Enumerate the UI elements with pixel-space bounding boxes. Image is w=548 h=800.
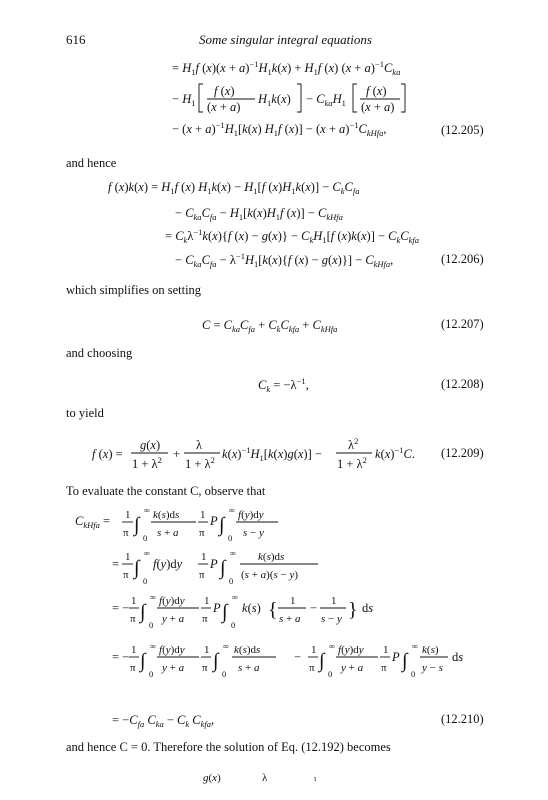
svg-text:g(x): g(x) xyxy=(203,772,221,784)
svg-text:=: = xyxy=(112,557,120,571)
svg-text:f (x)k(x) = H1f (x) H1k(x) − H: f $(x)k(x) = H_1f$ (x) $H_1k(x) - H_1[f$ $(x)H_1k(x)] - C_kC_{fa}$ xyxy=(108,180,360,196)
svg-text:∫: ∫ xyxy=(213,650,219,672)
running-title: Some singular integral equations xyxy=(199,32,372,47)
svg-text:1: 1 xyxy=(383,644,389,656)
svg-text:∫: ∫ xyxy=(219,514,225,536)
svg-text:f (x) =: f (x) = xyxy=(92,447,123,461)
svg-text:1: 1 xyxy=(204,644,210,656)
svg-text:π: π xyxy=(199,527,205,539)
svg-text:{: { xyxy=(268,599,278,621)
svg-text:π: π xyxy=(199,569,205,581)
svg-text:1 + λ2: $1 + \lambda^2$ xyxy=(337,455,367,471)
svg-text:(x + a): (x + a) xyxy=(207,100,241,114)
svg-text:1: 1 xyxy=(125,551,131,563)
equation-12-208 xyxy=(258,376,309,394)
svg-text:∞: ∞ xyxy=(223,641,230,651)
svg-text:y + a: y + a xyxy=(341,662,364,674)
svg-text:∞: ∞ xyxy=(144,505,151,515)
equation-12-207 xyxy=(202,318,337,334)
svg-text:0: 0 xyxy=(149,669,154,679)
svg-text:∫: ∫ xyxy=(402,650,408,672)
svg-text:∫: ∫ xyxy=(220,557,226,579)
svg-text:C = CkaCfa + CkCkfa + CkHfa: $C = C_{ka}C_{fa} + C_kC_{kfa} + C_{kHfa}$ xyxy=(202,318,338,334)
text-and-hence: and hence xyxy=(66,156,117,170)
svg-text:+: + xyxy=(173,447,181,461)
svg-text:ds: ds xyxy=(452,650,464,664)
svg-text:∫: ∫ xyxy=(134,514,140,536)
svg-text:1: 1 xyxy=(290,595,296,607)
svg-text:π: π xyxy=(309,662,315,674)
text-evaluate-constant: To evaluate the constant C, observe that xyxy=(66,484,266,498)
equation-number-12-206: (12.206) xyxy=(441,252,484,266)
svg-text:1: 1 xyxy=(331,595,337,607)
svg-text:∞: ∞ xyxy=(144,548,151,558)
svg-text:−: − xyxy=(310,601,318,615)
svg-text:∞: ∞ xyxy=(150,641,157,651)
equation-12-210-line-2 xyxy=(112,548,318,586)
svg-text:k(x)−1H1[k(x)g(x)] −: $k(x)^{-1}H_1[k(x)g(x)]$ − xyxy=(222,445,322,463)
svg-text:∫: ∫ xyxy=(140,650,146,672)
svg-text:∫: ∫ xyxy=(222,601,228,623)
svg-text:∞: ∞ xyxy=(230,548,237,558)
equation-12-205-line-3 xyxy=(172,120,387,138)
svg-text:∞: ∞ xyxy=(412,641,419,651)
svg-text:π: π xyxy=(130,613,136,625)
equation-number-12-210: (12.210) xyxy=(441,712,484,726)
svg-text:− H1: − $H_1$ xyxy=(172,92,196,108)
svg-text:k(x)−1C.: $k(x)^{-1}C$. xyxy=(375,445,415,461)
equation-12-205-line-1 xyxy=(172,59,400,77)
text-simplifies-on-setting: which simplifies on setting xyxy=(66,283,202,297)
svg-text:k(s)ds: k(s)ds xyxy=(258,551,285,563)
svg-text:π: π xyxy=(381,662,387,674)
svg-text:0: 0 xyxy=(231,620,236,630)
equation-12-206-line-2 xyxy=(175,206,343,222)
svg-text:− CkaCfa − λ−1H1[k(x){f (x) −: − $C_{ka}C_{fa} - \lambda^{-1}H_1[k(x)\{f$ $(x) - g(x)\}] - C_{kHfa}$, xyxy=(175,251,394,269)
svg-text:−: − xyxy=(294,650,302,664)
svg-text:π: π xyxy=(130,662,136,674)
svg-text:λ: λ xyxy=(196,438,203,452)
svg-text:= −: = − xyxy=(112,650,130,664)
cutoff-equation-fragment xyxy=(203,772,317,784)
svg-text:CkHfa =: $C_{kHfa}$ = xyxy=(75,514,111,530)
svg-text:π: π xyxy=(202,662,208,674)
svg-text:P: P xyxy=(213,601,221,615)
svg-text:f(y)dy: f(y)dy xyxy=(153,557,183,571)
svg-text:∞: ∞ xyxy=(232,592,239,602)
equation-number-12-209: (12.209) xyxy=(441,446,484,460)
svg-text:0: 0 xyxy=(222,669,227,679)
svg-text:∫: ∫ xyxy=(134,557,140,579)
svg-text:1: 1 xyxy=(125,509,131,521)
svg-text:k(s): k(s) xyxy=(242,601,261,615)
svg-text:π: π xyxy=(123,569,129,581)
svg-text:1: 1 xyxy=(201,551,207,563)
svg-text:λ2: $\lambda^2$ xyxy=(348,436,359,452)
equation-number-12-208: (12.208) xyxy=(441,377,484,391)
svg-text:0: 0 xyxy=(143,576,148,586)
svg-text:s + a: s + a xyxy=(238,662,260,674)
svg-text:0: 0 xyxy=(143,533,148,543)
svg-text:g(x): g(x) xyxy=(140,438,161,452)
svg-text:0: 0 xyxy=(149,620,154,630)
equation-12-210-line-4 xyxy=(112,641,463,679)
equation-12-206-line-3 xyxy=(165,227,419,245)
svg-text:− (x + a)−1H1[k(x) H1f (x)] −: − $(x + a)^{-1}H_1[k(x)$ $H_1f$ $(x)] - (x + a)^{-1}C_{kHfa}$, xyxy=(172,120,387,138)
svg-text:∫: ∫ xyxy=(319,650,325,672)
svg-text:s − y: s − y xyxy=(321,613,342,625)
svg-text:H1k(x): $H_1k(x)$ xyxy=(258,92,291,108)
svg-text:= −: = − xyxy=(112,601,130,615)
svg-text:y − s: y − s xyxy=(422,662,443,674)
svg-text:∞: ∞ xyxy=(229,505,236,515)
equation-12-210-line-1 xyxy=(75,505,278,543)
svg-text:1 + λ2: $1 + \lambda^2$ xyxy=(132,455,162,471)
svg-text:s + a: s + a xyxy=(157,527,179,539)
svg-text:y + a: y + a xyxy=(162,613,185,625)
svg-text:1 + λ2: $1 + \lambda^2$ xyxy=(185,455,215,471)
svg-text:f(y)dy: f(y)dy xyxy=(159,595,185,607)
svg-text:π: π xyxy=(202,613,208,625)
svg-text:f (x): f (x) xyxy=(214,84,235,98)
svg-text:y + a: y + a xyxy=(162,662,185,674)
svg-text:0: 0 xyxy=(328,669,333,679)
svg-text:f(y)dy: f(y)dy xyxy=(338,644,364,656)
svg-text:P: P xyxy=(210,514,218,528)
svg-text:P: P xyxy=(392,650,400,664)
svg-text:λ: λ xyxy=(262,772,268,784)
svg-text:}: } xyxy=(348,599,358,621)
svg-text:f(y)dy: f(y)dy xyxy=(159,644,185,656)
svg-text:k(s)ds: k(s)ds xyxy=(153,509,180,521)
page-number: 616 xyxy=(66,32,86,47)
equation-12-206-line-1 xyxy=(108,180,360,196)
svg-text:= Ckλ−1k(x){f (x) − g(x)} − Ck: = $C_k\lambda^{-1}k(x)\{f$ $(x) - g(x)\} - C_kH_1[f$ $(x)k(x)] - C_kC_{kfa}$ xyxy=(165,227,420,245)
svg-text:k(s)ds: k(s)ds xyxy=(234,644,261,656)
svg-text:k(s): k(s) xyxy=(422,644,439,656)
equation-number-12-205: (12.205) xyxy=(441,123,484,137)
svg-text:∞: ∞ xyxy=(150,592,157,602)
svg-text:(x + a): (x + a) xyxy=(361,100,395,114)
equation-12-210-line-5 xyxy=(112,713,214,729)
svg-text:1: 1 xyxy=(204,595,210,607)
equation-12-209 xyxy=(92,436,415,471)
svg-text:π: π xyxy=(123,527,129,539)
svg-text:1: 1 xyxy=(131,595,137,607)
svg-text:1: 1 xyxy=(200,509,206,521)
text-and-choosing: and choosing xyxy=(66,346,133,360)
svg-text:0: 0 xyxy=(228,533,233,543)
svg-text:ds: ds xyxy=(362,601,374,615)
svg-text:− CkaCfa − H1[k(x)H1f (x)] − C: − $C_{ka}C_{fa} - H_1[k(x)H_1f$ $(x)] - C_{kHfa}$ xyxy=(175,206,343,222)
svg-text:f(y)dy: f(y)dy xyxy=(238,509,264,521)
svg-text:= H1f (x)(x + a)−1H1k(x) + H1f: = $H_1f$ $(x)(x + a)^{-1}H_1k(x) + H_1f$ (x) $(x + a)^{-1}C_{ka}$ xyxy=(172,59,401,77)
svg-text:P: P xyxy=(210,557,218,571)
text-conclusion: and hence C = 0. Therefore the solution of Eq. (12.192) becomes xyxy=(66,740,391,754)
svg-text:ι: ι xyxy=(314,773,317,783)
equation-12-205-line-2 xyxy=(172,84,405,114)
svg-text:f (x): f (x) xyxy=(366,84,387,98)
svg-text:∫: ∫ xyxy=(140,601,146,623)
svg-text:1: 1 xyxy=(131,644,137,656)
svg-text:− CkaH1: − $C_{ka}H_1$ xyxy=(306,92,346,108)
text-to-yield: to yield xyxy=(66,406,104,420)
svg-text:0: 0 xyxy=(411,669,416,679)
svg-text:= −Cfa Cka − Ck Ckfa,: = $-C_{fa}$ $C_{ka} - C_k$ $C_{kfa}$, xyxy=(112,713,215,729)
equation-12-206-line-4 xyxy=(175,251,393,269)
svg-text:(s + a)(s − y): (s + a)(s − y) xyxy=(241,569,299,581)
svg-text:1: 1 xyxy=(311,644,317,656)
svg-text:s − y: s − y xyxy=(243,527,264,539)
equation-12-210-line-3 xyxy=(112,592,373,630)
svg-text:∞: ∞ xyxy=(329,641,336,651)
equation-number-12-207: (12.207) xyxy=(441,317,484,331)
svg-text:Ck = −λ−1,: $C_k = -\lambda^{-1}$, xyxy=(258,376,309,394)
svg-text:s + a: s + a xyxy=(279,613,301,625)
svg-text:0: 0 xyxy=(229,576,234,586)
